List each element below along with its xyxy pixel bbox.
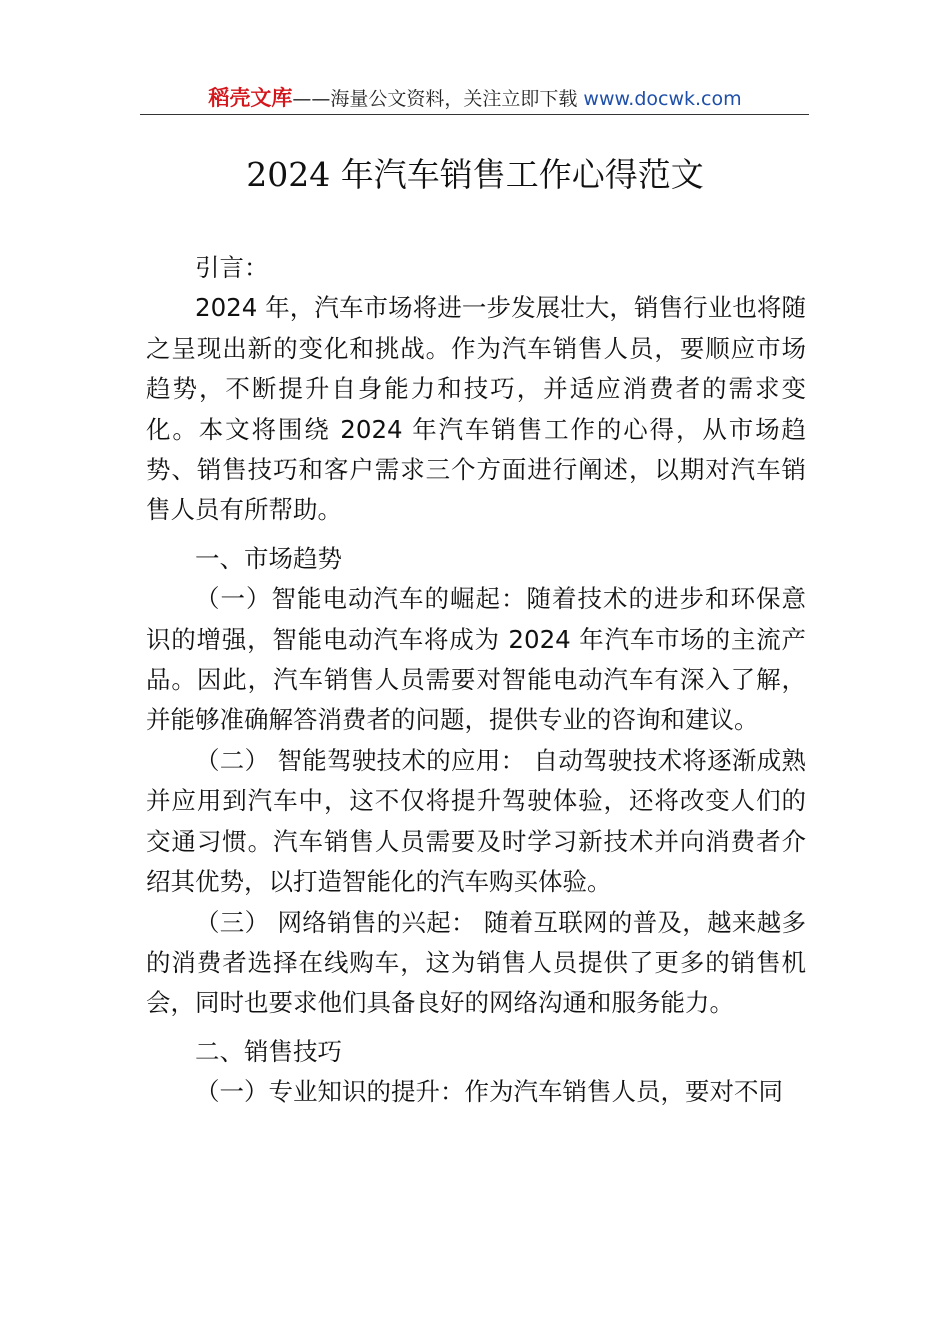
site-header — [0, 84, 950, 113]
section-heading-sales-skills: 二、销售技巧 — [195, 1036, 342, 1066]
intro-paragraph: 2024 年，汽车市场将进一步发展壮大，销售行业也将随之呈现出新的变化和挑战。作为汽车销售人员，要顺应市场趋势，不断提升自身能力和技巧，并适应消费者的需求变化。本文将围绕 2024 年汽车销售工作的心得，从市场趋势、销售技巧和客户需求三个方面进行阐述，以期对汽车销售人员有所帮助。 — [146, 293, 806, 525]
header-tagline: ——海量公文资料，关注立即下载 — [292, 88, 584, 110]
brand-logo-text: 稻壳文库 — [208, 86, 293, 110]
paragraph-autonomous-driving: （二） 智能驾驶技术的应用： 自动驾驶技术将逐渐成熟 并应用到汽车中，这不仅将提升驾驶体验，还将改变人们的 交通习惯。汽车销售人员需要及时学习新技术并向消费者介 绍其优势，以打造智能化的汽车购买体验。 — [146, 745, 806, 897]
header-divider — [140, 114, 809, 115]
document-title: 2024 年汽车销售工作心得范文 — [246, 155, 704, 194]
section-heading-market-trends: 一、市场趋势 — [195, 543, 342, 573]
paragraph-online-sales: （三） 网络销售的兴起： 随着互联网的普及，越来越多 的消费者选择在线购车，这为销售人员提供了更多的销售机 会，同时也要求他们具备良好的网络沟通和服务能力。 — [146, 907, 806, 1018]
paragraph-smart-ev: （一）智能电动汽车的崛起：随着技术的进步和环保意识的增强，智能电动汽车将成为 2024 年汽车市场的主流产品。因此，汽车销售人员需要对智能电动汽车有深入了解，并能够准确解答消费者的问题，提供专业的咨询和建议。 — [146, 584, 806, 735]
site-url-link[interactable]: www.docwk.com — [583, 88, 742, 110]
paragraph-professional-knowledge: （一）专业知识的提升：作为汽车销售人员，要对不同 — [195, 1077, 783, 1107]
intro-heading: 引言： — [195, 253, 269, 282]
document-body — [146, 248, 806, 1113]
